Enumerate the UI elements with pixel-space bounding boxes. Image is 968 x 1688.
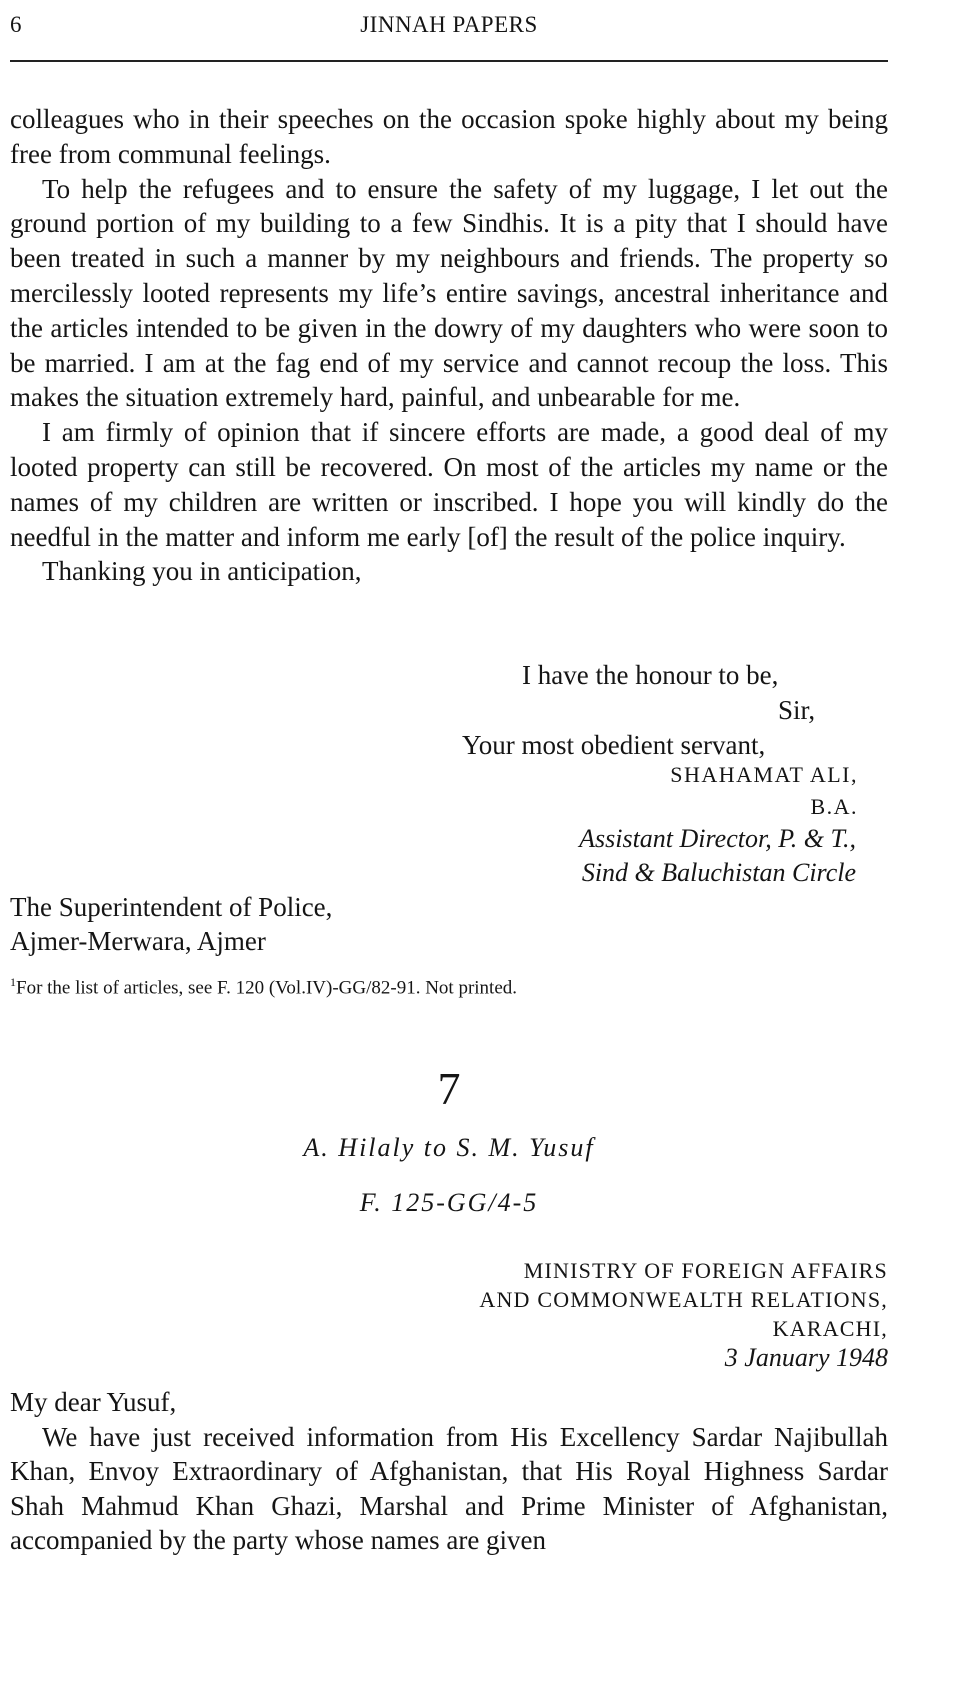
letter-thanks: Thanking you in anticipation, (42, 556, 362, 587)
document-title: A. Hilaly to S. M. Yusuf (303, 1133, 595, 1162)
document-number: 7 (437, 1063, 461, 1114)
second-letter (10, 1385, 888, 1558)
letter-date: 3 January 1948 (724, 1343, 888, 1372)
closing-line: Sir, (778, 695, 816, 725)
address-line: KARACHI, (772, 1316, 888, 1341)
letter-paragraph: I am firmly of opinion that if sincere efforts are made, a good deal of my looted property can still be recovered. On most of the articles my name or the names of my children are written or inscribed. I hope you will kindly do the needful in the matter and inform me early [of] the result of the police inquiry. (10, 417, 888, 552)
letter-body (10, 102, 888, 589)
letter-paragraph-continued: colleagues who in their speeches on the occasion spoke highly about my being free from communal feelings. (10, 104, 888, 169)
signatory-name: SHAHAMAT ALI, (670, 762, 858, 787)
signatory-degree: B.A. (810, 794, 858, 819)
header-rule (10, 60, 888, 62)
salutation: My dear Yusuf, (10, 1387, 177, 1417)
running-head (10, 12, 888, 42)
footnote (10, 975, 517, 999)
letter-paragraph: To help the refugees and to ensure the safety of my luggage, I let out the ground portion of my building to a few Sindhis. It is a pity that I should have been treated in such a manner by my neighbours and friends. The property so mercilessly looted represents my life’s entire savings, ancestral inheritance and the articles intended to be given in the dowry of my daughters who were soon to be married. I am at the fag end of my service and cannot recoup the loss. This makes the situation extremely hard, painful, and unbearable for me. (10, 173, 888, 413)
running-title: JINNAH PAPERS (360, 12, 538, 37)
addressee-line: Ajmer-Merwara, Ajmer (10, 926, 266, 956)
signatory-designation: Assistant Director, P. & T., (579, 824, 856, 853)
closing-line: I have the honour to be, (522, 660, 779, 690)
file-reference: F. 125-GG/4-5 (359, 1188, 539, 1217)
footnote-marker: 1 (10, 975, 16, 989)
address-line: MINISTRY OF FOREIGN AFFAIRS (523, 1258, 888, 1283)
address-line: AND COMMONWEALTH RELATIONS, (479, 1287, 888, 1312)
addressee-block (10, 890, 888, 958)
page-number: 6 (10, 12, 22, 37)
footnote-text: For the list of articles, see F. 120 (Vol.IV)-GG/82-91. Not printed. (16, 977, 518, 999)
sender-address (479, 1256, 888, 1372)
letter-paragraph: We have just received information from His Excellency Sardar Najibullah Khan, Envoy Extraordinary of Afghanistan, that His Royal Highness Sardar Shah Mahmud Khan Ghazi, Marshal and Prime Minister of Afghanistan, accompanied by the party whose names are given (10, 1421, 888, 1555)
closing-line: Your most obedient servant, (462, 730, 766, 760)
addressee-line: The Superintendent of Police, (10, 892, 333, 922)
signatory-circle: Sind & Baluchistan Circle (581, 858, 856, 887)
